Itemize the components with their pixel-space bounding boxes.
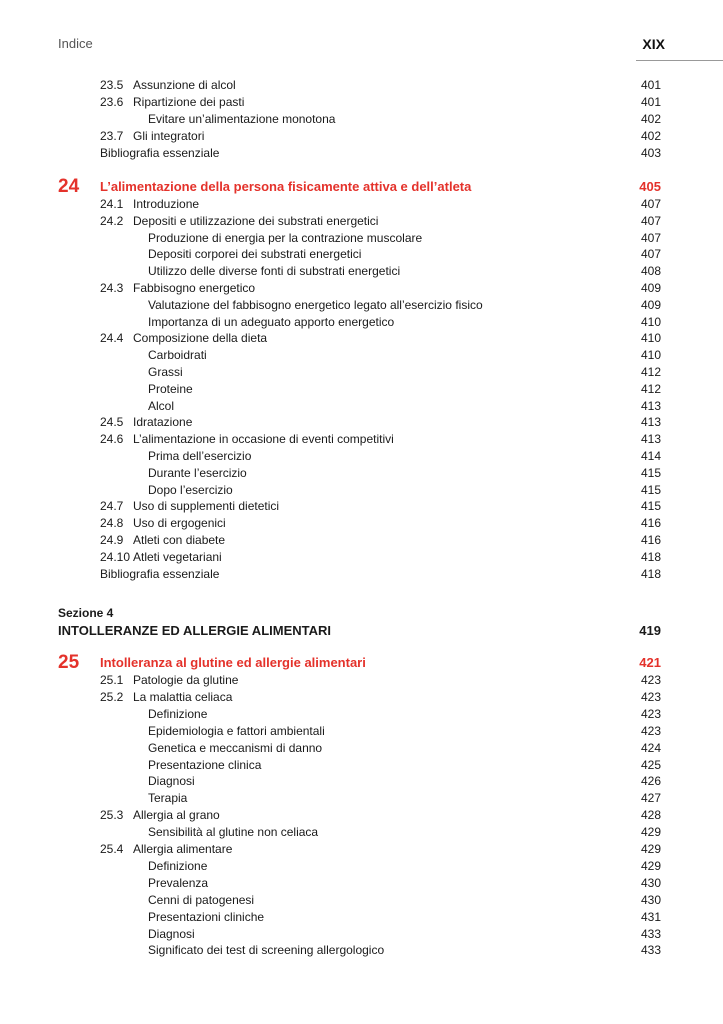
toc-subentry (100, 706, 661, 723)
entry-title: Atleti vegetariani (133, 549, 222, 564)
entry-title: Prevalenza (148, 875, 209, 890)
entry-title: L’alimentazione in occasione di eventi competitivi (133, 432, 394, 447)
toc-bibliography-entry (100, 145, 661, 162)
toc-subentry (100, 790, 661, 807)
entry-number: 25.3 (100, 808, 124, 823)
entry-page: 408 (640, 264, 661, 279)
entry-page: 423 (640, 689, 661, 704)
entry-page: 418 (640, 566, 661, 581)
toc-subentry (100, 892, 661, 909)
toc-subentry (100, 773, 661, 790)
entry-title: Bibliografia essenziale (100, 566, 220, 581)
toc-subentry (100, 875, 661, 892)
entry-page: 401 (640, 78, 661, 92)
entry-title: Terapia (148, 791, 188, 806)
toc-subentry (100, 824, 661, 841)
toc-section-entry (100, 128, 661, 145)
entry-title: Uso di ergogenici (133, 516, 226, 531)
entry-number: 24.1 (100, 197, 124, 211)
entry-number: 24.5 (100, 415, 124, 430)
entry-title: Utilizzo delle diverse fonti di substrati energetici (148, 264, 401, 279)
entry-page: 433 (640, 943, 661, 958)
entry-title: Diagnosi (148, 926, 195, 941)
toc-subentry (100, 740, 661, 757)
chapter-number: 24 (58, 176, 80, 197)
entry-title: Bibliografia essenziale (100, 146, 220, 160)
entry-title: Sensibilità al glutine non celiaca (148, 825, 319, 840)
toc-subentry (100, 926, 661, 943)
toc-section-entry (100, 807, 661, 824)
section-page: 419 (639, 623, 661, 638)
entry-page: 426 (640, 774, 661, 789)
toc-subentry (100, 465, 661, 482)
entry-page: 415 (640, 499, 661, 514)
entry-page: 410 (640, 314, 661, 329)
entry-number: 24.6 (100, 432, 124, 447)
entry-page: 410 (640, 331, 661, 346)
chapter-page: 421 (639, 655, 661, 670)
chapter-title: Intolleranza al glutine ed allergie alimentari (100, 655, 366, 670)
entry-title: Genetica e meccanismi di danno (148, 740, 323, 755)
entry-title: Atleti con diabete (133, 533, 226, 547)
chapter-title: L’alimentazione della persona fisicamente attiva e dell’atleta (100, 179, 472, 194)
entry-number: 25.1 (100, 673, 124, 687)
entry-number: 25.2 (100, 689, 124, 704)
entry-page: 403 (640, 146, 661, 160)
entry-page: 410 (640, 348, 661, 363)
chapter-number: 25 (58, 652, 80, 673)
entry-number: 24.7 (100, 499, 124, 514)
toc-section-entry (100, 77, 661, 94)
chapter-24-heading (58, 176, 661, 198)
entry-page: 428 (640, 808, 661, 823)
toc-section-entry (100, 515, 661, 532)
entry-page: 412 (640, 365, 661, 379)
toc-subentry (100, 757, 661, 774)
toc-subentry (100, 858, 661, 875)
toc-subentry (100, 398, 661, 415)
entry-page: 415 (640, 482, 661, 497)
entry-number: 24.9 (100, 533, 124, 547)
toc-section-entry (100, 414, 661, 431)
toc-subentry (100, 314, 661, 331)
entry-title: Composizione della dieta (133, 331, 268, 346)
toc-subentry (100, 297, 661, 314)
header-page-number: XIX (642, 36, 665, 52)
toc-subentry (100, 381, 661, 398)
entry-number: 23.7 (100, 129, 124, 143)
toc-section-entry (100, 330, 661, 347)
toc-section-entry (100, 431, 661, 448)
entry-title: Evitare un’alimentazione monotona (148, 112, 336, 126)
entry-title: Assunzione di alcol (133, 78, 236, 92)
entry-page: 409 (640, 281, 661, 295)
toc-section-entry (100, 196, 661, 213)
entry-title: Idratazione (133, 415, 193, 430)
toc-subentry (100, 364, 661, 381)
toc-section-entry (100, 841, 661, 858)
toc-subentry (100, 111, 661, 128)
entry-number: 23.6 (100, 95, 124, 109)
section-label: Sezione 4 (58, 606, 114, 620)
entry-title: Uso di supplementi dietetici (133, 499, 280, 514)
toc-section-entry (100, 689, 661, 706)
chapter-page: 405 (639, 179, 661, 194)
toc-section-entry (100, 549, 661, 566)
entry-title: Dopo l’esercizio (148, 482, 233, 497)
entry-page: 409 (640, 297, 661, 312)
entry-title: Produzione di energia per la contrazione muscolare (148, 230, 423, 245)
entry-title: Alcol (148, 398, 175, 413)
entry-page: 429 (640, 825, 661, 840)
toc-subentry (100, 246, 661, 263)
entry-title: Diagnosi (148, 774, 195, 789)
entry-title: Definizione (148, 858, 208, 873)
entry-page: 414 (640, 449, 661, 463)
entry-page: 413 (640, 432, 661, 447)
entry-page: 407 (640, 247, 661, 262)
entry-number: 24.4 (100, 331, 124, 346)
entry-title: Gli integratori (133, 129, 205, 143)
header-title: Indice (58, 36, 93, 51)
entry-page: 424 (640, 740, 661, 755)
entry-page: 402 (640, 112, 661, 126)
toc-subentry (100, 263, 661, 280)
entry-number: 24.8 (100, 516, 124, 531)
toc-section-entry (100, 94, 661, 111)
entry-title: Importanza di un adeguato apporto energetico (148, 314, 395, 329)
entry-title: Proteine (148, 381, 193, 396)
entry-title: Valutazione del fabbisogno energetico legato all’esercizio fisico (148, 297, 483, 312)
entry-page: 401 (640, 95, 661, 109)
toc-subentry (100, 723, 661, 740)
entry-page: 407 (640, 197, 661, 211)
entry-title: Presentazione clinica (148, 757, 262, 772)
toc-section-entry (100, 672, 661, 689)
entry-title: Ripartizione dei pasti (133, 95, 245, 109)
entry-page: 415 (640, 465, 661, 480)
toc-subentry (100, 230, 661, 247)
entry-title: Allergia al grano (133, 808, 220, 823)
entry-page: 430 (640, 892, 661, 907)
entry-page: 416 (640, 533, 661, 547)
entry-title: La malattia celiaca (133, 689, 233, 704)
toc-section-entry (100, 498, 661, 515)
entry-page: 425 (640, 757, 661, 772)
entry-title: Prima dell’esercizio (148, 449, 252, 463)
entry-title: Depositi e utilizzazione dei substrati energetici (133, 213, 379, 228)
entry-page: 423 (640, 706, 661, 721)
toc-section-entry (100, 532, 661, 549)
entry-title: Allergia alimentare (133, 842, 233, 856)
entry-page: 430 (640, 875, 661, 890)
entry-page: 429 (640, 842, 661, 856)
entry-page: 427 (640, 791, 661, 806)
entry-number: 25.4 (100, 842, 124, 856)
entry-number: 23.5 (100, 78, 124, 92)
entry-page: 433 (640, 926, 661, 941)
entry-page: 431 (640, 909, 661, 924)
entry-page: 412 (640, 381, 661, 396)
entry-page: 407 (640, 230, 661, 245)
entry-page: 413 (640, 415, 661, 430)
section-title: INTOLLERANZE ED ALLERGIE ALIMENTARI (58, 623, 331, 638)
entry-title: Durante l’esercizio (148, 465, 247, 480)
entry-title: Patologie da glutine (133, 673, 239, 687)
entry-title: Depositi corporei dei substrati energetici (148, 247, 362, 262)
entry-title: Introduzione (133, 197, 200, 211)
toc-section-entry (100, 280, 661, 297)
entry-page: 407 (640, 213, 661, 228)
entry-title: Significato dei test di screening allergologico (148, 943, 385, 958)
toc-subentry (100, 448, 661, 465)
toc-section-entry (100, 213, 661, 230)
entry-number: 24.3 (100, 281, 124, 295)
chapter-25-heading (58, 652, 661, 674)
toc-subentry (100, 482, 661, 499)
entry-page: 423 (640, 673, 661, 687)
entry-title: Epidemiologia e fattori ambientali (148, 723, 325, 738)
entry-number: 24.10 (100, 549, 131, 564)
entry-number: 24.2 (100, 213, 124, 228)
toc-subentry (100, 942, 661, 959)
entry-page: 418 (640, 549, 661, 564)
entry-title: Definizione (148, 706, 208, 721)
toc-subentry (100, 347, 661, 364)
entry-page: 416 (640, 516, 661, 531)
entry-page: 429 (640, 858, 661, 873)
toc-bibliography-entry (100, 566, 661, 583)
entry-title: Fabbisogno energetico (133, 281, 256, 295)
entry-page: 402 (640, 129, 661, 143)
section-heading (58, 622, 661, 640)
entry-title: Presentazioni cliniche (148, 909, 265, 924)
entry-page: 413 (640, 398, 661, 413)
header-rule (636, 60, 723, 61)
toc-subentry (100, 909, 661, 926)
entry-title: Cenni di patogenesi (148, 892, 255, 907)
entry-title: Grassi (148, 365, 183, 379)
entry-title: Carboidrati (148, 348, 207, 363)
entry-page: 423 (640, 723, 661, 738)
